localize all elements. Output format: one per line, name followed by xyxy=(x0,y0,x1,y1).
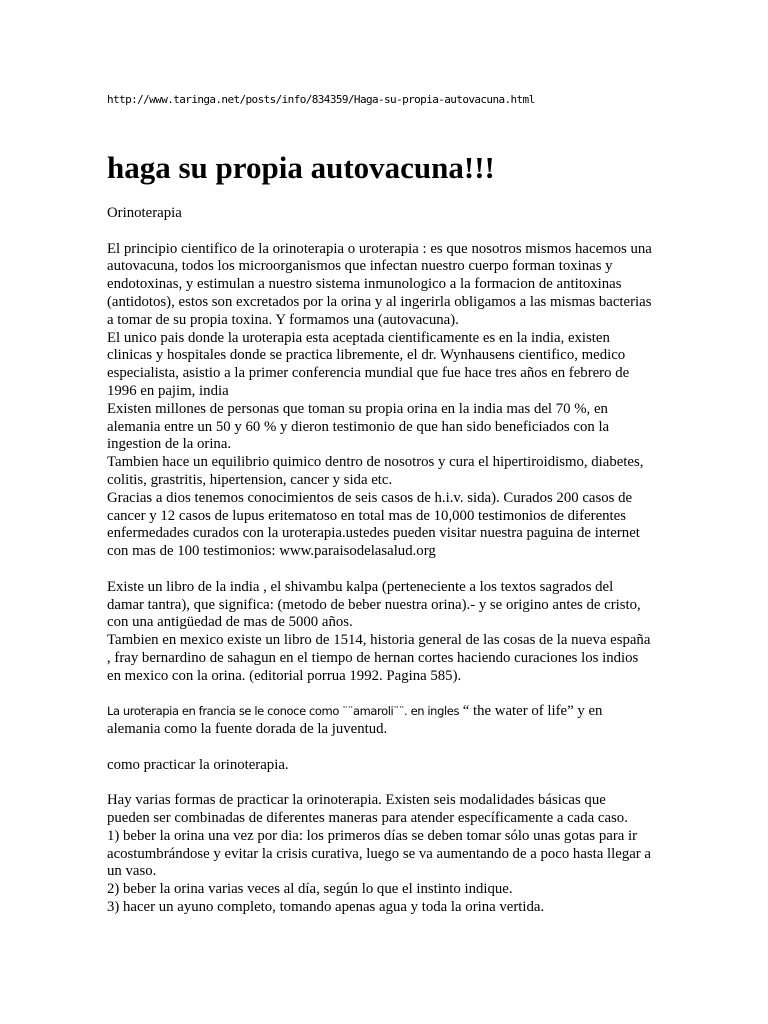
list-item: 2) beber la orina varias veces al día, según lo que el instinto indique. xyxy=(107,881,513,898)
source-url: http://www.taringa.net/posts/info/834359/Haga-su-propia-autovacuna.html xyxy=(107,93,535,106)
text-line: pueden ser combinadas de diferentes maneras para atender específicamente a cada caso. xyxy=(107,810,628,827)
text-line: El unico pais donde la uroterapia esta aceptada cientificamente es en la india, existen xyxy=(107,329,610,346)
text-line: en mexico con la orina. (editorial porrua 1992. Pagina 585). xyxy=(107,667,462,684)
text-line: ingestion de la orina. xyxy=(107,436,232,453)
text-line: con mas de 100 testimonios: www.paraisodelasalud.org xyxy=(107,543,436,560)
text-line: colitis, grastritis, hipertension, cancer y sida etc. xyxy=(107,471,393,488)
text-line: Tambien hace un equilibrio quimico dentro de nosotros y cura el hipertiroidismo, diabetes, xyxy=(107,454,644,471)
document-body xyxy=(107,205,707,917)
text-line: Existe un libro de la india , el shivambu kalpa (perteneciente a los textos sagrados del xyxy=(107,578,614,595)
paragraph-methods xyxy=(107,792,707,917)
text-line: especialista, asistio a la primer conferencia mundial que fue hace tres años en febrero de xyxy=(107,365,630,382)
paragraph-gap xyxy=(107,686,707,704)
text-line: endotoxinas, y estimulan a nuestro sistema inmunologico a la formacion de antitoxinas xyxy=(107,276,622,293)
text-line: Orinoterapia xyxy=(107,205,182,221)
text-line: Hay varias formas de practicar la orinoterapia. Existen seis modalidades básicas que xyxy=(107,792,606,809)
text-line: alemania como la fuente dorada de la juventud. xyxy=(107,721,388,738)
section-heading xyxy=(107,205,707,223)
paragraph-gap xyxy=(107,223,707,241)
text-line: como practicar la orinoterapia. xyxy=(107,756,289,773)
text-line: cancer y 12 casos de lupus eritematoso en total mas de 10,000 testimonios de diferentes xyxy=(107,507,626,524)
text-line: Gracias a dios tenemos conocimientos de seis casos de h.i.v. sida). Curados 200 casos de xyxy=(107,489,633,506)
text-line: autovacuna, todos los microorganismos que infectan nuestro cuerpo forman toxinas y xyxy=(107,258,613,275)
paragraph-history xyxy=(107,579,707,686)
text-line: un vaso. xyxy=(107,863,157,880)
text-line: (antidotos), estos son excretados por la orina y al ingerirla obligamos a las mismas bacterias xyxy=(107,293,652,310)
paragraph-principle xyxy=(107,241,707,561)
text-line: enfermedades curados con la uroterapia.ustedes pueden visitar nuestra paguina de internet xyxy=(107,525,640,542)
text-line: a tomar de su propia toxina. Y formamos una (autovacuna). xyxy=(107,311,459,328)
text-line: , fray bernardino de sahagun en el tiempo de hernan cortes haciendo curaciones los indios xyxy=(107,649,639,666)
list-item: 1) beber la orina una vez por dia: los primeros días se deben tomar sólo unas gotas para ir xyxy=(107,827,638,844)
paragraph-names xyxy=(107,703,707,739)
mixed-font-text: La uroterapia en francia se le conoce como ¨¨amaroli¨¨. en ingles xyxy=(107,704,460,719)
text-line: acostumbrándose y evitar la crisis curativa, luego se va aumentando de a poco hasta llegar a xyxy=(107,845,651,862)
paragraph-gap xyxy=(107,775,707,793)
text-line: clinicas y hospitales donde se practica libremente, el dr. Wynhausens cientifico, medico xyxy=(107,347,626,364)
list-item: 3) hacer un ayuno completo, tomando apenas agua y toda la orina vertida. xyxy=(107,899,545,916)
paragraph-gap xyxy=(107,739,707,757)
paragraph-how-to-heading xyxy=(107,757,707,775)
text-line: El principio cientifico de la orinoterapia o uroterapia : es que nosotros mismos hacemos una xyxy=(107,240,652,257)
text-line xyxy=(107,703,707,721)
serif-text: “ the water of life” y en xyxy=(459,703,603,720)
text-line: Existen millones de personas que toman su propia orina en la india mas del 70 %, en xyxy=(107,400,608,417)
text-line: con una antigüedad de mas de 5000 años. xyxy=(107,614,353,631)
document-title: haga su propia autovacuna!!! xyxy=(107,150,495,185)
text-line: 1996 en pajim, india xyxy=(107,382,229,399)
text-line: Tambien en mexico existe un libro de 1514, historia general de las cosas de la nueva españa xyxy=(107,632,651,649)
text-line: damar tantra), que significa: (metodo de beber nuestra orina).- y se origino antes de cristo, xyxy=(107,596,641,613)
paragraph-gap xyxy=(107,561,707,579)
text-line: alemania entre un 50 y 60 % y dieron testimonio de que han sido beneficiados con la xyxy=(107,418,610,435)
